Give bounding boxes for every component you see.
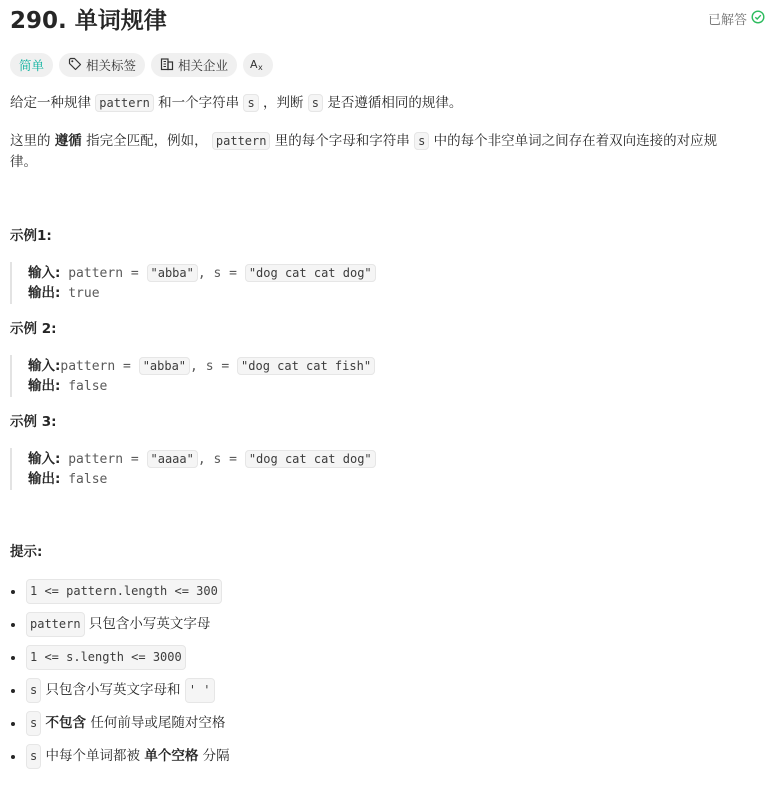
text-segment: 指完全匹配，例如，	[86, 133, 208, 149]
output-value: true	[60, 286, 100, 301]
building-icon	[160, 57, 174, 74]
hint-item	[10, 645, 186, 670]
input-label: 输入:	[28, 265, 61, 281]
example-1-border	[10, 262, 17, 304]
output-label: 输出:	[28, 378, 61, 394]
example-1-output	[28, 283, 100, 304]
check-circle-icon	[751, 10, 765, 32]
hint-item	[10, 744, 230, 769]
inline-code: s	[26, 711, 41, 736]
related-tags-button[interactable]	[59, 53, 145, 77]
text-segment: 这里的	[10, 133, 51, 149]
example-3-border	[10, 448, 17, 490]
hint-text: 中每个单词都被	[45, 748, 141, 764]
output-label: 输出:	[28, 471, 61, 487]
inline-code: "abba"	[147, 264, 198, 282]
example-2-title: 示例 2:	[10, 321, 57, 337]
hint-text: 任何前导或尾随对空格	[90, 715, 226, 731]
hint-item	[10, 579, 222, 604]
bullet-icon	[11, 590, 15, 594]
translate-icon	[250, 57, 266, 74]
text-segment: 中的每个非空单词之间存在着双向连接的对应规	[433, 133, 718, 149]
related-tags-label: 相关标签	[86, 58, 137, 73]
text-segment: 是否遵循相同的规律。	[327, 95, 463, 111]
description-paragraph-1	[10, 93, 462, 114]
bullet-icon	[11, 689, 15, 693]
inline-code: pattern	[212, 132, 271, 150]
text-segment: ，判断	[263, 95, 304, 111]
hint-item	[10, 711, 225, 736]
solved-status	[708, 10, 765, 32]
hint-text: 只包含小写英文字母	[88, 616, 211, 632]
example-1-input	[28, 263, 376, 284]
hint-item	[10, 612, 210, 637]
bullet-icon	[11, 722, 15, 726]
output-value: false	[60, 379, 108, 394]
description-paragraph-2	[10, 131, 717, 152]
translate-button[interactable]	[243, 53, 273, 77]
inline-code: pattern	[95, 94, 154, 112]
example-3-title: 示例 3:	[10, 414, 57, 430]
inline-code: ' '	[185, 678, 215, 703]
difficulty-label: 简单	[19, 58, 45, 73]
example-2-input	[28, 356, 375, 377]
inline-code: s	[26, 678, 41, 703]
inline-code: "dog cat cat dog"	[245, 264, 376, 282]
inline-code: "aaaa"	[147, 450, 198, 468]
bullet-icon	[11, 755, 15, 759]
example-1-title: 示例1:	[10, 228, 52, 244]
svg-text:x: x	[258, 62, 263, 71]
bullet-icon	[11, 623, 15, 627]
input-label: 输入:	[28, 451, 61, 467]
inline-code: s	[26, 744, 41, 769]
bullet-icon	[11, 656, 15, 660]
code-text: pattern =	[60, 452, 147, 467]
text-segment: 和一个字符串	[158, 95, 240, 111]
related-companies-label: 相关企业	[178, 58, 229, 73]
tag-bar	[10, 53, 273, 77]
input-label: 输入:	[28, 358, 61, 374]
code-text: pattern =	[60, 266, 147, 281]
solved-label: 已解答	[707, 13, 747, 28]
code-text: , s =	[197, 452, 245, 467]
code-text: , s =	[197, 266, 245, 281]
svg-text:A: A	[250, 57, 258, 71]
inline-code: "abba"	[139, 357, 190, 375]
problem-header	[10, 6, 765, 36]
inline-code: s	[308, 94, 323, 112]
hints-title: 提示:	[10, 544, 43, 560]
problem-title: 290. 单词规律	[10, 8, 167, 34]
example-2-border	[10, 355, 17, 397]
tag-icon	[68, 57, 82, 74]
inline-code: s	[414, 132, 429, 150]
output-value: false	[60, 472, 108, 487]
text-segment: 律。	[10, 154, 37, 170]
bold-text: 单个空格	[144, 748, 199, 764]
bold-text: 不包含	[45, 715, 87, 731]
hint-item	[10, 678, 215, 703]
inline-code: "dog cat cat fish"	[237, 357, 375, 375]
inline-code: pattern	[26, 612, 85, 637]
hint-text: 只包含小写英文字母和	[45, 682, 181, 698]
text-segment: 给定一种规律	[10, 95, 91, 111]
inline-code: s	[243, 94, 258, 112]
code-text: pattern =	[60, 359, 139, 374]
inline-code: 1 <= pattern.length <= 300	[26, 579, 222, 604]
output-label: 输出:	[28, 285, 61, 301]
inline-code: 1 <= s.length <= 3000	[26, 645, 186, 670]
text-segment: 里的每个字母和字符串	[274, 133, 410, 149]
example-2-output	[28, 376, 107, 397]
hint-text: 分隔	[202, 748, 230, 764]
bold-text: 遵循	[54, 133, 82, 149]
example-3-input	[28, 449, 376, 470]
code-text: , s =	[190, 359, 238, 374]
inline-code: "dog cat cat dog"	[245, 450, 376, 468]
example-3-output	[28, 469, 107, 490]
related-companies-button[interactable]	[151, 53, 237, 77]
difficulty-badge[interactable]	[10, 53, 53, 77]
description-paragraph-2-wrap	[10, 152, 37, 173]
